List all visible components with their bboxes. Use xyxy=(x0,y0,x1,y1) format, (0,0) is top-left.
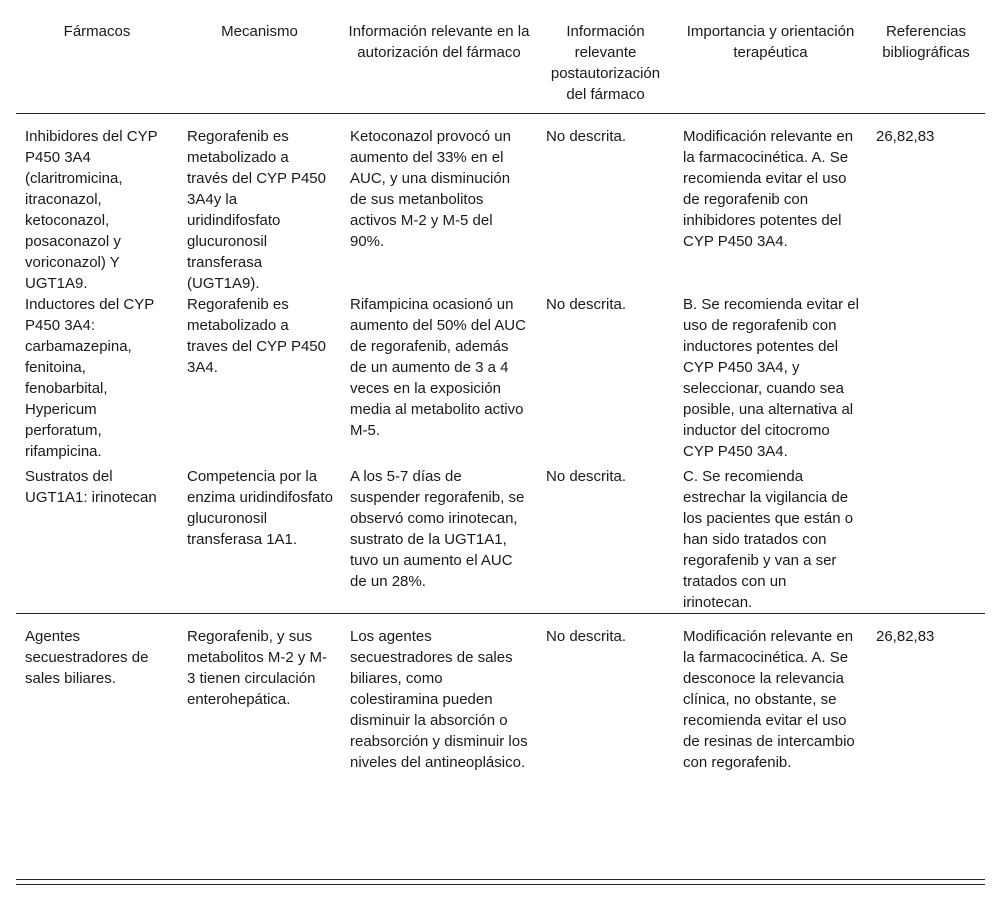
cell-importancia: C. Se recomienda estrechar la vigilancia de los pacientes que están o han sido tratados con regorafenib y van a ser tratados con un irinotecan. xyxy=(674,462,867,614)
table-bottom-rule-double xyxy=(16,884,985,885)
cell-autorizacion: Los agentes secuestradores de sales biliares, como colestiramina pueden disminuir la absorción o reabsorción y disminuir los niveles del antineoplásico. xyxy=(350,628,528,771)
drug-interaction-table xyxy=(16,0,985,773)
cell-autorizacion: A los 5-7 días de suspender regorafenib, se observó como irinotecan, sustrato de la UGT1A1, tuvo un aumento el AUC de un 28%. xyxy=(341,462,537,614)
cell-mecanismo: Competencia por la enzima uridindifosfato glucuronosil transferasa 1A1. xyxy=(178,462,341,614)
header-importancia: Importancia y orientación terapéutica xyxy=(674,0,867,114)
cell-farmacos: Inhibidores del CYP P450 3A4 (claritromicina, itraconazol, ketoconazol, posaconazol y voriconazol) Y UGT1A9. xyxy=(25,128,158,292)
cell-mecanismo: Regorafenib es metabolizado a traves del CYP P450 3A4. xyxy=(187,296,326,376)
cell-farmacos: Agentes secuestradores de sales biliares. xyxy=(25,628,149,687)
table-row xyxy=(16,614,985,774)
table-row xyxy=(16,294,985,462)
table-row xyxy=(16,462,985,614)
cell-postautorizacion: No descrita. xyxy=(546,296,627,313)
cell-farmacos: Inductores del CYP P450 3A4: carbamazepina, fenitoina, fenobarbital, Hypericum perforatum, rifampicina. xyxy=(25,296,154,460)
header-mecanismo: Mecanismo xyxy=(178,0,341,114)
cell-mecanismo: Regorafenib es metabolizado a través del CYP P450 3A4y la uridindifosfato glucuronosil transferasa (UGT1A9). xyxy=(187,128,326,292)
cell-postautorizacion: No descrita. xyxy=(546,628,627,645)
table-row xyxy=(16,114,985,295)
header-farmacos: Fármacos xyxy=(16,0,178,114)
cell-postautorizacion: No descrita. xyxy=(537,462,674,614)
header-referencias: Referencias bibliográficas xyxy=(867,0,985,114)
cell-referencias: 26,82,83 xyxy=(876,628,935,645)
interaction-table-container xyxy=(16,0,985,773)
cell-referencias: 26,82,83 xyxy=(876,128,935,145)
header-autorizacion: Información relevante en la autorización del fármaco xyxy=(341,0,537,114)
cell-postautorizacion: No descrita. xyxy=(546,128,627,145)
cell-referencias xyxy=(867,462,985,614)
table-header-row xyxy=(16,0,985,114)
cell-farmacos: Sustratos del UGT1A1: irinotecan xyxy=(16,462,178,614)
cell-autorizacion: Rifampicina ocasionó un aumento del 50% del AUC de regorafenib, además de un aumento de 3 a 4 veces en la exposición media al metabolito activo M-5. xyxy=(350,296,526,439)
cell-autorizacion: Ketoconazol provocó un aumento del 33% en el AUC, y una disminución de sus metanbolitos activos M-2 y M-5 del 90%. xyxy=(350,128,511,250)
header-postautorizacion: Información relevante postautorización del fármaco xyxy=(537,0,674,114)
table-bottom-rule xyxy=(16,879,985,880)
cell-importancia: Modificación relevante en la farmacocinética. A. Se desconoce la relevancia clínica, no obstante, se recomienda evitar el uso de resinas de intercambio con regorafenib. xyxy=(683,628,855,771)
cell-importancia: B. Se recomienda evitar el uso de regorafenib con inductores potentes del CYP P450 3A4, y seleccionar, cuando sea posible, una alternativa al inductor del citocromo CYP P450 3A4. xyxy=(683,296,859,460)
cell-referencias xyxy=(867,294,985,462)
cell-mecanismo: Regorafenib, y sus metabolitos M-2 y M-3 tienen circulación enterohepática. xyxy=(187,628,328,708)
cell-importancia: Modificación relevante en la farmacocinética. A. Se recomienda evitar el uso de regorafenib con inhibidores potentes del CYP P450 3A4. xyxy=(683,128,854,250)
